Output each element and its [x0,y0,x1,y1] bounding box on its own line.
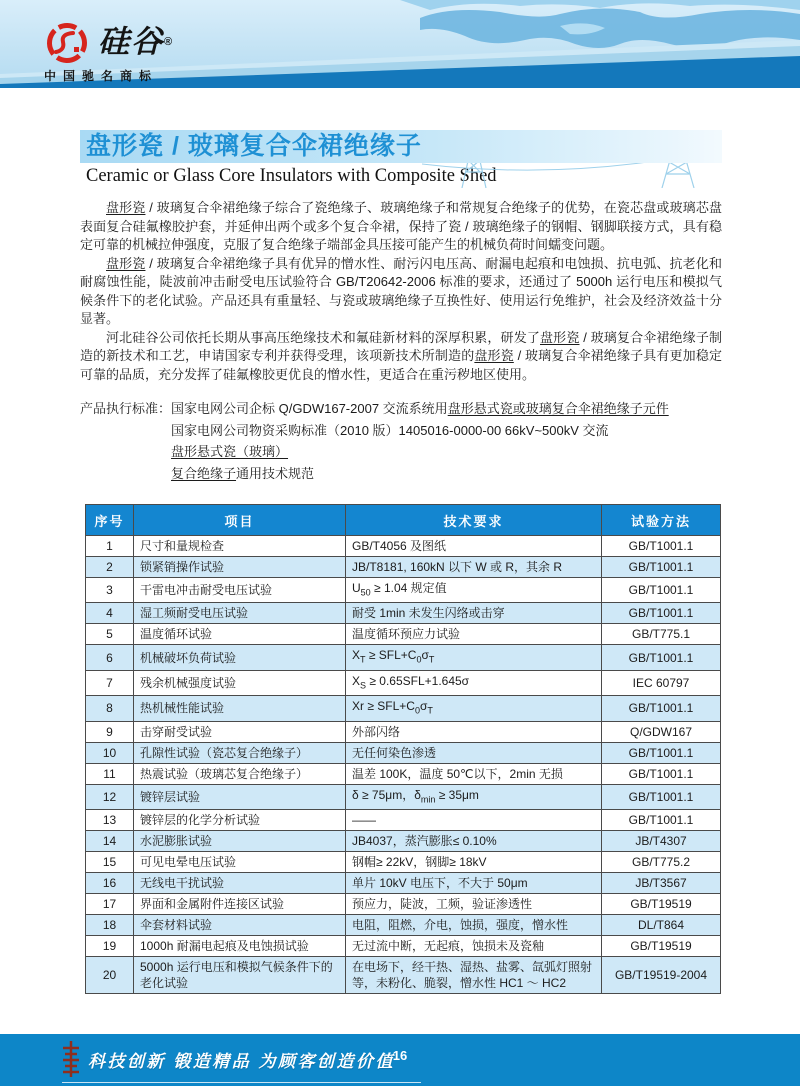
cell-requirement: 无任何染色渗透 [346,742,602,763]
cell-method: GB/T1001.1 [602,603,721,624]
brand-logo [44,20,224,84]
cell-requirement: 钢帽≥ 22kV，钢脚≥ 18kV [346,851,602,872]
column-header-requirement: 技术要求 [346,505,602,536]
cell-item: 残余机械强度试验 [134,670,346,695]
column-header-method: 试验方法 [602,505,721,536]
table-row [86,893,721,914]
cell-item: 湿工频耐受电压试验 [134,603,346,624]
table-row [86,696,721,721]
cell-method: JB/T4307 [602,830,721,851]
cell-no: 6 [86,645,134,670]
table-row [86,956,721,993]
table-row [86,830,721,851]
cell-no: 17 [86,893,134,914]
cell-item: 机械破坏负荷试验 [134,645,346,670]
column-header-item: 项目 [134,505,346,536]
title-banner [80,130,722,188]
cell-item: 孔隙性试验（瓷芯复合绝缘子） [134,742,346,763]
intro-paragraph: 河北硅谷公司依托长期从事高压绝缘技术和氟硅新材料的深厚积累，研发了盘形瓷 / 玻璃复合伞裙绝缘子制造的新技术和工艺，申请国家专利并获得受理，该项新技术所制造的盘形瓷 / 玻璃复合伞裙绝缘子具有更加稳定可靠的品质，充分发挥了硅氟橡胶更优良的憎水性，更适合在重污秽地区使用。 [80,329,722,382]
cell-no: 4 [86,603,134,624]
cell-method: GB/T1001.1 [602,536,721,557]
cell-no: 20 [86,956,134,993]
cell-method: DL/T864 [602,914,721,935]
table-row [86,809,721,830]
cell-method: GB/T19519 [602,935,721,956]
table-header-row [86,505,721,536]
cell-item: 镀锌层试验 [134,784,346,809]
title-strip [80,130,722,163]
insulator-icon [62,1041,80,1077]
cell-item: 温度循环试验 [134,624,346,645]
table-row [86,603,721,624]
cell-no: 7 [86,670,134,695]
standards-line: 国家电网公司企标 Q/GDW167-2007 交流系统用盘形悬式瓷或玻璃复合伞裙绝缘子元件 [171,401,669,416]
cell-method: JB/T3567 [602,872,721,893]
cell-requirement: $X_T \ge SFL+C_0\sigma_T$ [346,645,602,670]
cell-item: 镀锌层的化学分析试验 [134,809,346,830]
cell-requirement: 单片 10kV 电压下，不大于 50μm [346,872,602,893]
cell-requirement: 温差 100K，温度 50℃以下，2min 无损 [346,763,602,784]
content-area [0,130,800,994]
brand-tagline: 中国驰名商标 [44,69,159,83]
brand-logo-text: 硅谷® [98,24,175,59]
standards-label: 产品执行标准： [80,401,172,416]
cell-no: 11 [86,763,134,784]
page-header [0,0,800,88]
cell-item: 热机械性能试验 [134,696,346,721]
cell-no: 5 [86,624,134,645]
cell-no: 8 [86,696,134,721]
cell-method: GB/T1001.1 [602,578,721,603]
cell-item: 5000h 运行电压和模拟气候条件下的老化试验 [134,956,346,993]
cell-method: GB/T1001.1 [602,784,721,809]
cell-requirement: 外部闪络 [346,721,602,742]
page-number: 16 [392,1048,408,1063]
cell-item: 可见电晕电压试验 [134,851,346,872]
cell-no: 19 [86,935,134,956]
cell-no: 1 [86,536,134,557]
intro-paragraphs [80,199,722,384]
cell-item: 界面和金属附件连接区试验 [134,893,346,914]
cell-method: GB/T1001.1 [602,763,721,784]
cell-no: 14 [86,830,134,851]
cell-item: 尺寸和量规检查 [134,536,346,557]
cell-requirement: $X_S \ge 0.65SFL+1.645\sigma$ [346,670,602,695]
cell-requirement: 无过流中断，无起痕，蚀损未及瓷釉 [346,935,602,956]
cell-requirement: 预应力，陡波，工频，验证渗透性 [346,893,602,914]
cell-item: 水泥膨胀试验 [134,830,346,851]
intro-paragraph: 盘形瓷 / 玻璃复合伞裙绝缘子综合了瓷绝缘子、玻璃绝缘子和常规复合绝缘子的优势，在瓷芯盘或玻璃芯盘表面复合硅氟橡胶护套，并延伸出两个或多个复合伞裙，保持了瓷 / 玻璃绝缘子的钢帽、钢脚联接方式，具有稳定可靠的机械拉伸强度，克服了复合绝缘子端部金具压接可能产生的机械负荷时间蠕变问题。 [80,200,722,252]
cell-no: 3 [86,578,134,603]
cell-method: GB/T775.2 [602,851,721,872]
cell-requirement: 在电场下，经干热、湿热、盐雾、氙弧灯照射等，未粉化、脆裂，憎水性 HC1 ～ HC2 [346,956,602,993]
cell-method: GB/T1001.1 [602,557,721,578]
footer-slogan: 科技创新 锻造精品 为顾客创造价值 [88,1051,395,1071]
cell-method: GB/T775.1 [602,624,721,645]
cell-requirement: $U_{50} \ge 1.04$ 规定值 [346,578,602,603]
cell-requirement: 温度循环预应力试验 [346,624,602,645]
cell-requirement: 电阻，阻燃，介电，蚀损，强度，憎水性 [346,914,602,935]
standards-line: 复合绝缘子通用技术规范 [171,465,315,481]
cell-requirement: 耐受 1min 未发生闪络或击穿 [346,603,602,624]
test-spec-table [85,504,721,994]
cell-no: 15 [86,851,134,872]
table-row [86,851,721,872]
cell-requirement: δ ≥ 75μm，$\delta_{min} \ge 35\mu m$ [346,784,602,809]
page-title-en: Ceramic or Glass Core Insulators with Composite Shed [86,166,497,186]
cell-no: 9 [86,721,134,742]
cell-method: GB/T19519-2004 [602,956,721,993]
standards-block [80,398,722,484]
cell-item: 1000h 耐漏电起痕及电蚀损试验 [134,935,346,956]
cell-item: 击穿耐受试验 [134,721,346,742]
cell-method: GB/T1001.1 [602,742,721,763]
table-row [86,742,721,763]
page-title-zh: 盘形瓷 / 玻璃复合伞裙绝缘子 [86,132,422,160]
cell-no: 13 [86,809,134,830]
brand-logo-icon [44,20,90,66]
footer-slogan-wrap [62,1041,421,1083]
cell-item: 无线电干扰试验 [134,872,346,893]
cell-item: 干雷电冲击耐受电压试验 [134,578,346,603]
cell-requirement: —— [346,809,602,830]
intro-paragraph: 盘形瓷 / 玻璃复合伞裙绝缘子具有优异的憎水性、耐污闪电压高、耐漏电起痕和电蚀损、抗电弧、抗老化和耐腐蚀性能，陡波前冲击耐受电压试验符合 GB/T20642-2006 标准的要求，还通过了 5000h 运行电压和模拟气候条件下的老化试验。产品还具有重量轻、与瓷或玻璃绝缘子互换性好、使用运行免维护，社会及经济效益十分显著。 [80,255,722,326]
table-row [86,784,721,809]
table-row [86,721,721,742]
cell-method: GB/T1001.1 [602,645,721,670]
table-row [86,557,721,578]
page-footer [0,1034,800,1086]
table-row [86,872,721,893]
cell-method: GB/T1001.1 [602,696,721,721]
cell-method: IEC 60797 [602,670,721,695]
column-header-no: 序号 [86,505,134,536]
cell-no: 2 [86,557,134,578]
cell-no: 18 [86,914,134,935]
registered-trademark-mark: ® [164,36,175,48]
cell-method: Q/GDW167 [602,721,721,742]
cell-requirement: GB/T4056 及图纸 [346,536,602,557]
cell-item: 伞套材料试验 [134,914,346,935]
table-row [86,935,721,956]
standards-lines [171,398,722,484]
standards-line: 国家电网公司物资采购标准（2010 版）1405016-0000-00 66kV~500kV 交流盘形悬式瓷（玻璃） [171,422,609,459]
cell-requirement: JB/T8181, 160kN 以下 W 或 R，其余 R [346,557,602,578]
table-row [86,763,721,784]
table-row [86,536,721,557]
table-row [86,578,721,603]
cell-method: GB/T19519 [602,893,721,914]
cell-requirement: JB4037，蒸汽膨胀≤ 0.10% [346,830,602,851]
table-row [86,670,721,695]
cell-no: 10 [86,742,134,763]
table-row [86,624,721,645]
cell-no: 12 [86,784,134,809]
cell-item: 热震试验（玻璃芯复合绝缘子） [134,763,346,784]
cell-requirement: $Xr \ge SFL+C_0\sigma_T$ [346,696,602,721]
table-row [86,914,721,935]
cell-no: 16 [86,872,134,893]
cell-method: GB/T1001.1 [602,809,721,830]
table-row [86,645,721,670]
cell-item: 锁紧销操作试验 [134,557,346,578]
